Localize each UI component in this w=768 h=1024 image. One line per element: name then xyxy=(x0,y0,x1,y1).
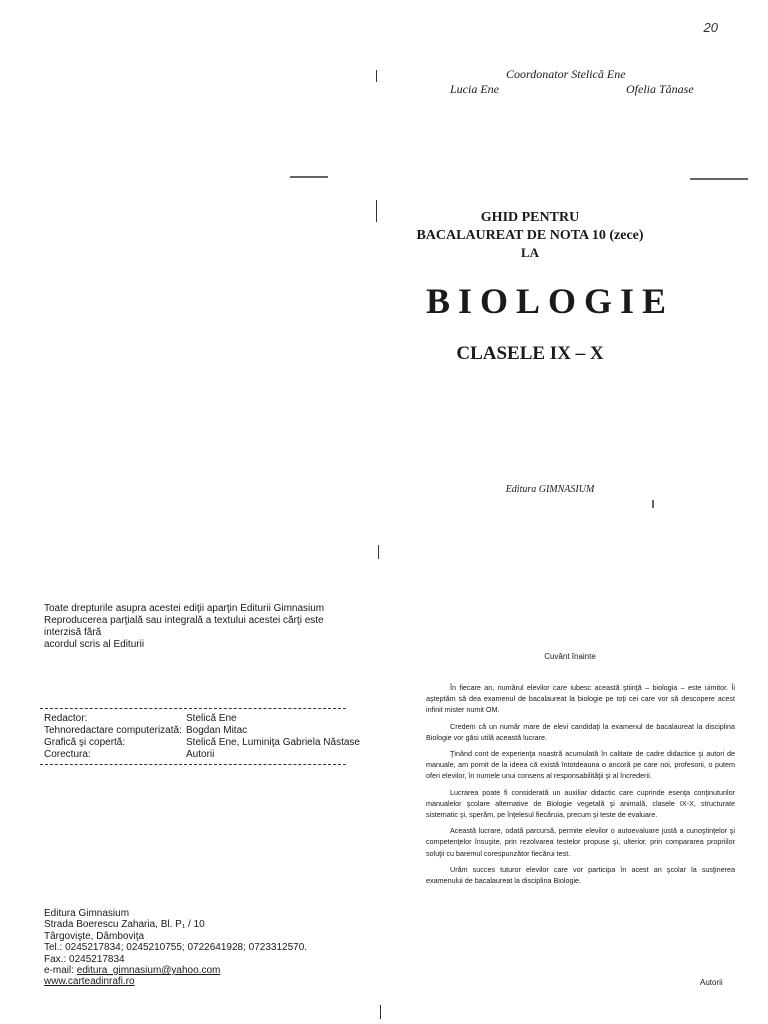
website-link[interactable]: www.carteadinrafi.ro xyxy=(44,976,135,988)
rights-line: Toate drepturile asupra acestei ediţii aparţin Editurii Gimnasium xyxy=(44,603,325,614)
credit-name: Bogdan Mitac xyxy=(186,725,248,736)
rights-line: Reproducerea parţială sau integrală a textului acestei cărţi este interzisă fără xyxy=(44,615,324,638)
scan-speck xyxy=(290,176,328,178)
credit-role: Redactor: xyxy=(44,713,88,724)
credit-name: Autorii xyxy=(186,749,215,760)
divider xyxy=(40,764,346,765)
foreword-paragraph: Urăm succes tuturor elevilor care vor participa în acest an şcolar la susţinerea examenului de bacalaureat la disciplina Biologie. xyxy=(426,864,735,886)
guide-title-line1: GHID PENTRU xyxy=(480,210,580,225)
credit-role: Tehnoredactare computerizată: xyxy=(44,725,182,736)
rights-line: acordul scris al Editurii xyxy=(44,639,145,650)
publisher-street: Strada Boerescu Zaharia, Bl. P₁ / 10 xyxy=(44,919,205,931)
credit-name: Stelică Ene xyxy=(186,713,237,724)
foreword-paragraph: Ţinând cont de experienţa noastră acumulată în calitate de cadre didactice şi autori de manuale, am pornit de la ideea că există întotdeauna o ancoră pe care noi, profesorii, o putem oferi elevilor, în numele unui consens al responsabilităţii şi al încrederii. xyxy=(426,749,735,781)
credit-role: Corectura: xyxy=(44,749,91,760)
author-right: Ofelia Tănase xyxy=(626,82,694,96)
scan-speck xyxy=(690,178,748,180)
publisher-tel: Tel.: 0245217834; 0245210755; 0722641928; 0723312570. xyxy=(44,942,308,954)
foreword-signature: Autorii xyxy=(700,978,723,987)
author-left: Lucia Ene xyxy=(450,82,499,96)
grades-title: CLASELE IX – X xyxy=(456,343,604,364)
subject-title: BIOLOGIE xyxy=(425,281,675,321)
publisher-imprint: Editura GIMNASIUM xyxy=(505,484,595,495)
scan-mark xyxy=(380,1005,381,1019)
scan-speck xyxy=(652,500,654,508)
publisher-name: Editura Gimnasium xyxy=(44,908,130,919)
publisher-city: Târgovişte, Dâmboviţa xyxy=(44,930,145,942)
foreword-body xyxy=(426,682,735,891)
guide-title-line3: LA xyxy=(520,245,540,260)
foreword-title: Cuvânt înainte xyxy=(544,652,596,661)
foreword-paragraph: În fiecare an, numărul elevilor care iubesc această ştiinţă – biologia – este uimitor. Îi aşteptăm să dea examenul de bacalaureat la biologie pe toţi cei care vor să descopere acest infinit mister numit OM. xyxy=(426,683,735,715)
foreword-paragraph: Credem că un număr mare de elevi candidaţi la examenul de bacalaureat la disciplina Biologie vor găsi utilă această lucrare. xyxy=(426,721,735,742)
email-label: e-mail: xyxy=(44,965,77,977)
scan-mark xyxy=(376,70,377,82)
publisher-email-line xyxy=(44,965,364,976)
guide-title-line2: BACALAUREAT DE NOTA 10 (zece) xyxy=(416,228,644,243)
credit-name: Stelică Ene, Luminiţa Gabriela Năstase xyxy=(186,737,360,748)
scan-mark xyxy=(376,200,377,222)
publisher-fax: Fax.: 0245217834 xyxy=(44,953,125,965)
publisher-address xyxy=(44,908,364,988)
email-link[interactable]: editura_gimnasium@yahoo.com xyxy=(76,965,221,977)
rights-notice xyxy=(44,603,354,651)
credit-role: Grafică şi copertă: xyxy=(44,737,126,748)
scan-mark xyxy=(378,545,379,559)
foreword-paragraph: Lucrarea poate fi considerată un auxiliar didactic care cuprinde esenţa conţinuturilor manualelor şcolare alternative de Biologie vegetală şi animală, clasele IX-X, structurate sistematic şi, sperăm, pe înţelesul fiecăruia, precum şi teste de evaluare. xyxy=(426,787,735,820)
divider xyxy=(40,708,346,709)
coordinator-line: Coordonator Stelică Ene xyxy=(506,67,626,81)
foreword-paragraph: Această lucrare, odată parcursă, permite elevilor o autoevaluare justă a cunoştinţelor şi competenţelor însuşite, prin rezolvarea testelor propuse şi, ulterior, prin compararea propriilor soluţii cu baremul corespunzător fiecărui test. xyxy=(426,826,735,858)
page-number: 20 xyxy=(703,20,718,35)
